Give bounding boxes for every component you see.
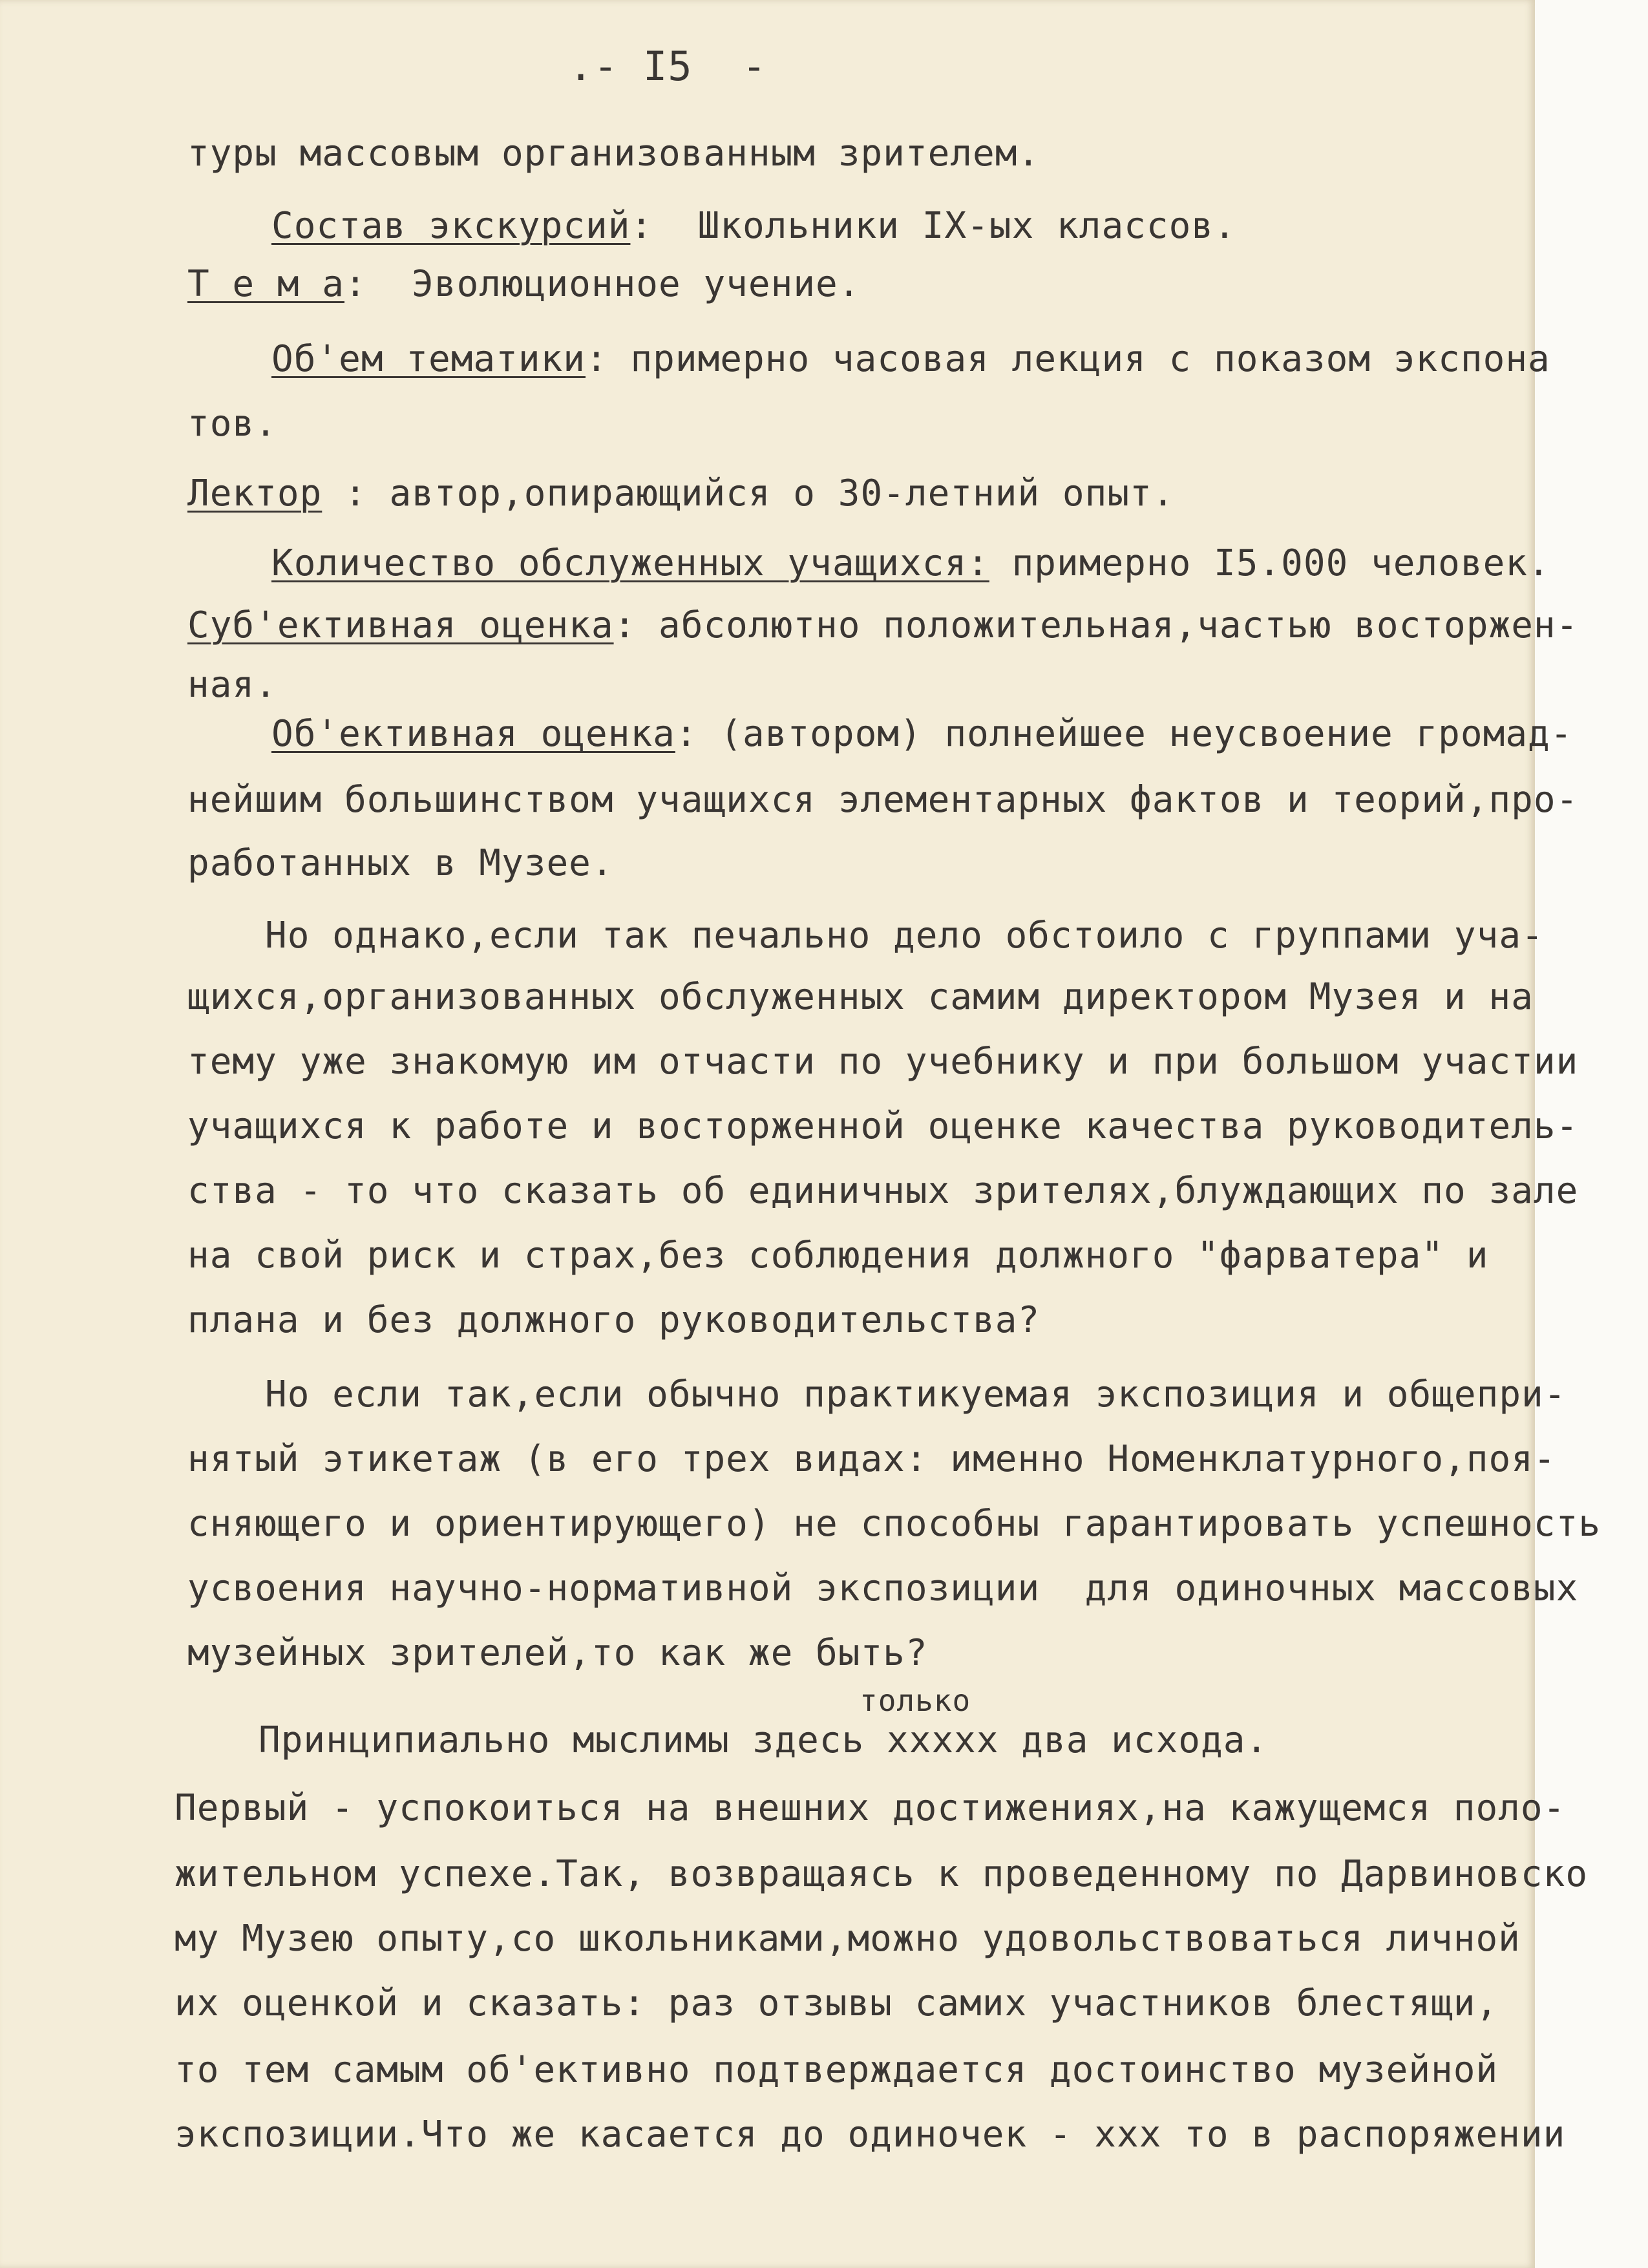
text-insertion: только (860, 1683, 971, 1718)
text-line: тов. (187, 403, 277, 445)
text-line: Но однако,если так печально дело обстоило с группами уча- (265, 915, 1544, 957)
text-line: Т е м а: Эволюционное учение. (187, 263, 861, 305)
field-label: Об'ективная оценка (271, 713, 675, 755)
field-label: Количество обслуженных учащихся: (271, 542, 989, 584)
field-label: Состав экскурсий (271, 205, 631, 247)
text-line: на свой риск и страх,без соблюдения должного "фарватера" и (187, 1235, 1489, 1277)
text-line: туры массовым организованным зрителем. (187, 132, 1041, 175)
text-line: музейных зрителей,то как же быть? (187, 1632, 928, 1674)
field-label: Лектор (187, 472, 322, 514)
page-number: .- I5 - (569, 43, 767, 90)
text-line: ства - то что сказать об единичных зрителях,блуждающих по зале (187, 1170, 1579, 1212)
text-line: Количество обслуженных учащихся: примерно I5.000 человек. (271, 542, 1550, 584)
text-line: Первый - успокоиться на внешних достижениях,на кажущемся поло- (174, 1787, 1566, 1829)
text-line: работанных в Музее. (187, 842, 614, 884)
text-line: Принципиально мыслимы здесь ххххх два исхода. (259, 1719, 1269, 1761)
text-line: нятый этикетаж (в его трех видах: именно Номенклатурного,поя- (187, 1438, 1556, 1480)
text-line: Но если так,если обычно практикуемая экспозиция и общепри- (265, 1373, 1567, 1415)
text-line: тему уже знакомую им отчасти по учебнику и при большом участии (187, 1041, 1579, 1083)
text-line: Лектор : автор,опирающийся о 30-летний опыт. (187, 472, 1175, 514)
field-label: Об'ем тематики (271, 338, 586, 380)
text-line: ная. (187, 664, 277, 706)
text-line: Суб'ективная оценка: абсолютно положительная,частью восторжен- (187, 604, 1579, 646)
text-line: учащихся к работе и восторженной оценке качества руководитель- (187, 1105, 1579, 1147)
text-line: Об'ем тематики: примерно часовая лекция с показом экспона (271, 338, 1550, 380)
text-line: Об'ективная оценка: (автором) полнейшее неусвоение громад- (271, 713, 1573, 755)
text-line: усвоения научно-нормативной экспозиции для одиночных массовых (187, 1567, 1579, 1609)
text-line: Состав экскурсий: Школьники IX-ых классов. (271, 205, 1236, 247)
text-line: экспозиции.Что же касается до одиночек - ххх то в распоряжении (174, 2114, 1566, 2156)
field-label: Т е м а (187, 263, 345, 305)
text-line: их оценкой и сказать: раз отзывы самих участников блестящи, (174, 1982, 1499, 2024)
text-line: то тем самым об'ективно подтверждается достоинство музейной (174, 2049, 1499, 2091)
text-line: плана и без должного руководительства? (187, 1299, 1041, 1341)
text-line: щихся,организованных обслуженных самим директором Музея и на (187, 976, 1534, 1018)
text-line: сняющего и ориентирующего) не способны гарантировать успешность (187, 1503, 1601, 1545)
field-label: Суб'ективная оценка (187, 604, 614, 646)
text-line: нейшим большинством учащихся элементарных фактов и теорий,про- (187, 779, 1579, 821)
text-line: му Музею опыту,со школьниками,можно удовольствоваться личной (174, 1918, 1521, 1960)
text-line: жительном успехе.Так, возвращаясь к проведенному по Дарвиновско (174, 1853, 1589, 1895)
